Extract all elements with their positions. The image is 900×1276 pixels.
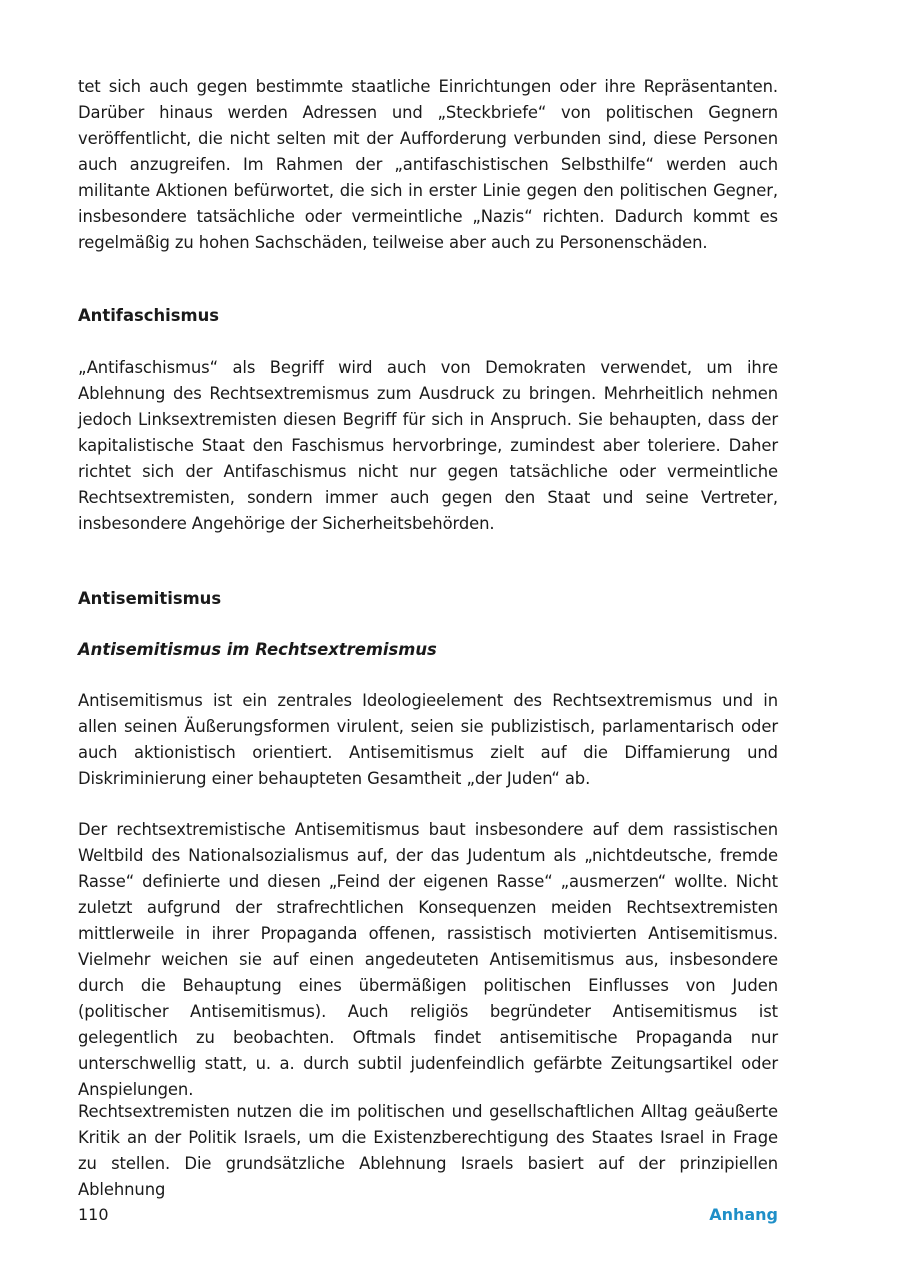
page-footer (78, 1203, 778, 1227)
subheading-antisemitismus-rechtsextremismus: Antisemitismus im Rechtsextremismus (78, 640, 437, 659)
paragraph-antisemitismus-rassistisch: Der rechtsextremistische Antisemitismus baut insbesondere auf dem rassistischen Weltbild des Nationalsozialismus auf, der das Judentum als „nichtdeutsche, fremde Rasse“ definierte und diesen „Feind der eigenen Rasse“ „ausmerzen“ wollte. Nicht zuletzt aufgrund der strafrechtlichen Konsequenzen meiden Rechtsextremisten mittlerweile in ihrer Propaganda offenen, rassistisch motivierten Antisemitismus. Vielmehr weichen sie auf einen angedeuteten Antisemitismus aus, insbesondere durch die Behauptung eines übermäßigen politischen Einflusses von Juden (politischer Antisemitismus). Auch religiös begründeter Antisemitismus ist gelegentlich zu beobachten. Oftmals findet antisemitische Propaganda nur unterschwellig statt, u. a. durch subtil judenfeindlich gefärbte Zeitungsartikel oder Anspielungen. (78, 820, 778, 1099)
paragraph-antifaschismus: „Antifaschismus“ als Begriff wird auch von Demokraten verwendet, um ihre Ablehnung des Rechtsextremismus zum Ausdruck zu bringen. Mehrheitlich nehmen jedoch Linksextremisten diesen Begriff für sich in Anspruch. Sie behaupten, dass der kapitalistische Staat den Faschismus hervorbringe, zumindest aber toleriere. Daher richtet sich der Antifaschismus nicht nur gegen tatsächliche oder vermeintliche Rechtsextremisten, sondern immer auch gegen den Staat und seine Vertreter, insbesondere Angehörige der Sicherheitsbehörden. (78, 358, 778, 533)
paragraph-militant-actions: tet sich auch gegen bestimmte staatliche Einrichtungen oder ihre Repräsentanten. Darüber hinaus werden Adressen und „Steckbriefe“ von politischen Gegnern veröffentlicht, die nicht selten mit der Aufforderung verbunden sind, diese Personen auch anzugreifen. Im Rahmen der „antifaschistischen Selbsthilfe“ werden auch militante Aktionen befürwortet, die sich in erster Linie gegen den politischen Gegner, insbesondere tatsächliche oder vermeintliche „Nazis“ richten. Dadurch kommt es regelmäßig zu hohen Sachschäden, teilweise aber auch zu Personenschäden. (78, 77, 778, 252)
section-label: Anhang (709, 1205, 778, 1224)
page-number: 110 (78, 1205, 109, 1224)
heading-antisemitismus: Antisemitismus (78, 589, 222, 608)
heading-antifaschismus: Antifaschismus (78, 306, 220, 325)
paragraph-antisemitismus-israel: Rechtsextremisten nutzen die im politischen und gesellschaftlichen Alltag geäußerte Kritik an der Politik Israels, um die Existenzberechtigung des Staates Israel in Frage zu stellen. Die grundsätzliche Ablehnung Israels basiert auf der prinzipiellen Ablehnung (78, 1102, 778, 1199)
paragraph-antisemitismus-intro: Antisemitismus ist ein zentrales Ideologieelement des Rechtsextremismus und in allen seinen Äußerungsformen virulent, seien sie publizistisch, parlamentarisch oder auch aktionistisch orientiert. Antisemitismus zielt auf die Diffamierung und Diskriminierung einer behaupteten Gesamtheit „der Juden“ ab. (78, 691, 778, 788)
